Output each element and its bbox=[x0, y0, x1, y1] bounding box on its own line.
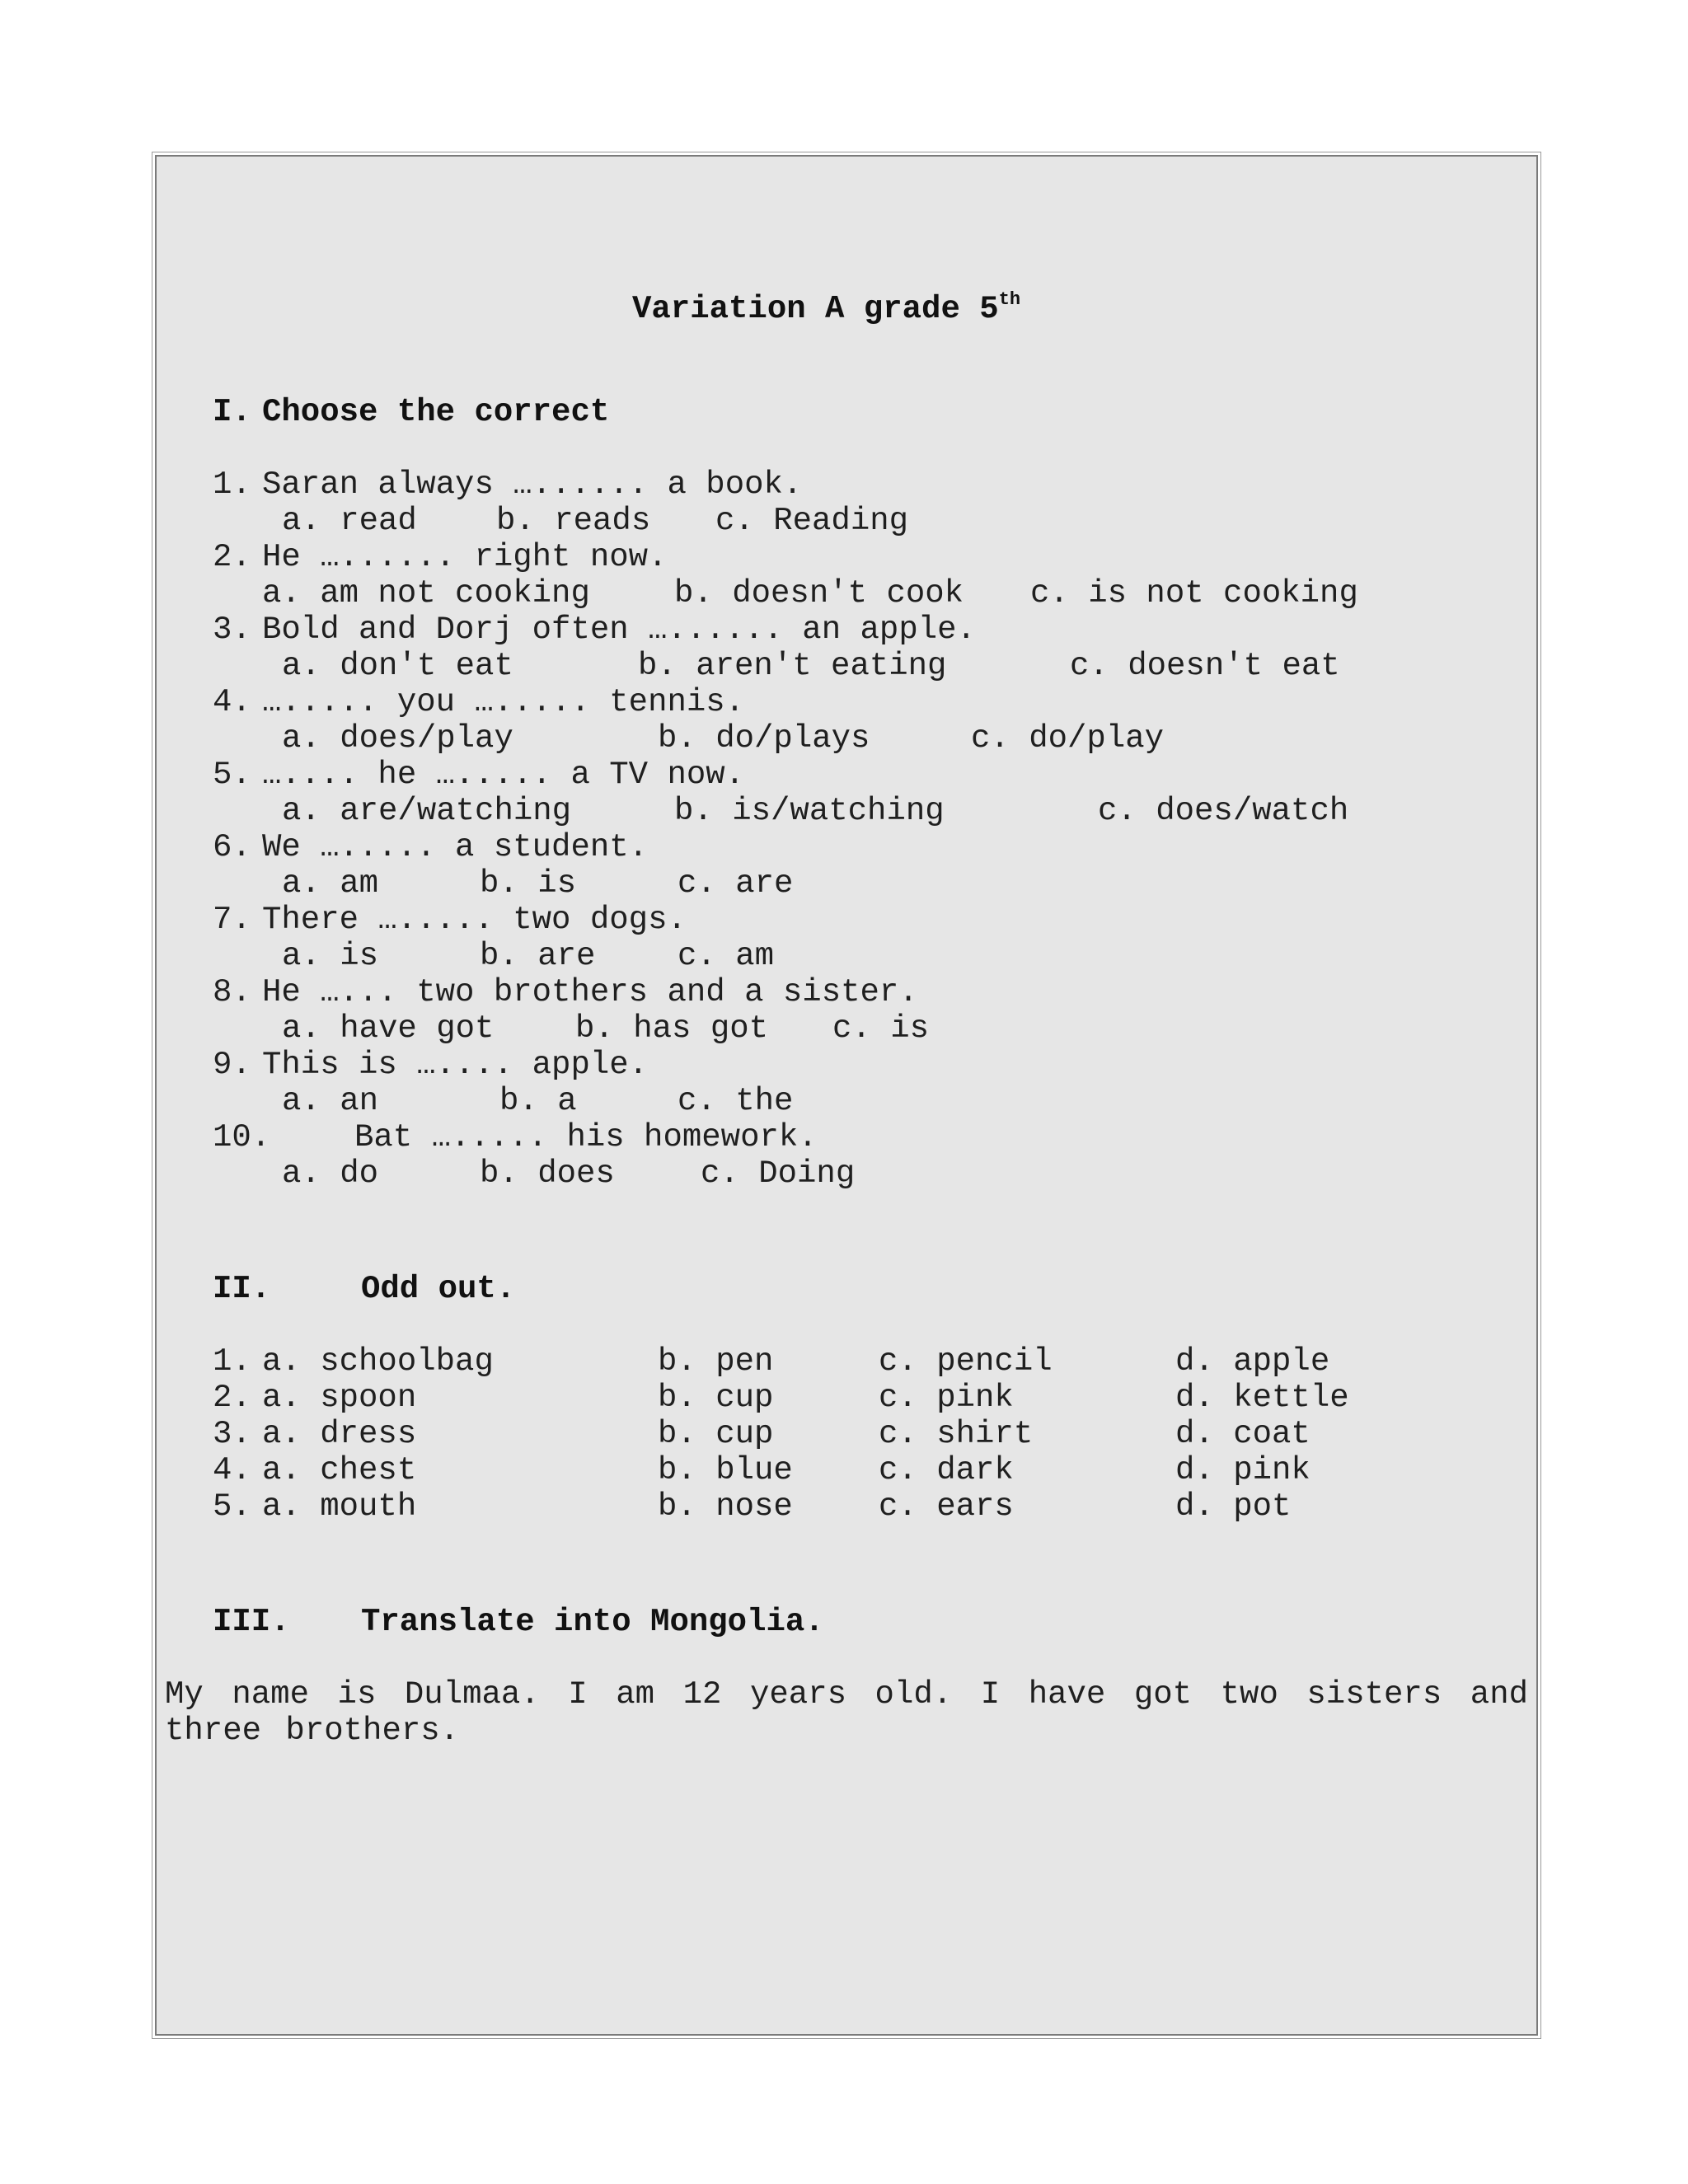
page-title-sup: th bbox=[998, 289, 1021, 310]
question-text: This is ….... apple. bbox=[262, 1047, 649, 1083]
option-b: b. a bbox=[499, 1083, 577, 1119]
odd-option-a: a. spoon bbox=[262, 1380, 417, 1416]
question-number: 2. bbox=[213, 539, 251, 575]
option-c: c. does/watch bbox=[1098, 793, 1349, 829]
option-c: c. am bbox=[678, 938, 775, 974]
option-a: a. don't eat bbox=[282, 648, 513, 684]
odd-option-d: d. pot bbox=[1175, 1488, 1292, 1525]
option-b: b. has got bbox=[575, 1010, 769, 1047]
translation-paragraph: My name is Dulmaa. I am 12 years old. I have got two sisters and three brothers. bbox=[165, 1676, 1528, 1749]
worksheet-frame bbox=[155, 155, 1538, 2036]
option-b: b. is/watching bbox=[674, 793, 945, 829]
odd-row-number: 4. bbox=[213, 1452, 251, 1488]
option-a: a. does/play bbox=[282, 720, 513, 757]
option-b: b. does bbox=[480, 1155, 615, 1192]
question-text: ….... he …..... a TV now. bbox=[262, 757, 745, 793]
page-title bbox=[632, 282, 1020, 327]
odd-option-d: d. coat bbox=[1175, 1416, 1311, 1452]
option-c: c. Reading bbox=[715, 503, 909, 539]
option-c: c. are bbox=[678, 865, 794, 902]
section2-number: II. bbox=[213, 1271, 271, 1307]
odd-option-b: b. blue bbox=[658, 1452, 793, 1488]
section1-heading: Choose the correct bbox=[262, 394, 610, 430]
odd-option-c: c. dark bbox=[879, 1452, 1014, 1488]
odd-row-number: 2. bbox=[213, 1380, 251, 1416]
option-c: c. do/play bbox=[971, 720, 1165, 757]
odd-option-d: d. kettle bbox=[1175, 1380, 1349, 1416]
option-b: b. doesn't cook bbox=[674, 575, 964, 612]
question-text: …..... you …..... tennis. bbox=[262, 684, 745, 720]
option-a: a. read bbox=[282, 503, 417, 539]
question-text: Saran always …...... a book. bbox=[262, 466, 803, 503]
option-c: c. is bbox=[832, 1010, 930, 1047]
question-text: Bat …..... his homework. bbox=[354, 1119, 818, 1155]
page-title-text: Variation A grade 5 bbox=[632, 291, 999, 327]
option-c: c. the bbox=[678, 1083, 794, 1119]
odd-option-a: a. mouth bbox=[262, 1488, 417, 1525]
option-a: a. is bbox=[282, 938, 379, 974]
section1-number: I. bbox=[213, 394, 251, 430]
option-c: c. is not cooking bbox=[1030, 575, 1358, 612]
option-a: a. are/watching bbox=[282, 793, 572, 829]
question-text: There …..... two dogs. bbox=[262, 902, 687, 938]
odd-option-b: b. pen bbox=[658, 1343, 774, 1380]
option-b: b. are bbox=[480, 938, 596, 974]
question-text: He …...... right now. bbox=[262, 539, 668, 575]
option-a: a. do bbox=[282, 1155, 379, 1192]
question-number: 10. bbox=[213, 1119, 271, 1155]
odd-option-c: c. pink bbox=[879, 1380, 1014, 1416]
question-text: We …..... a student. bbox=[262, 829, 649, 865]
question-number: 7. bbox=[213, 902, 251, 938]
odd-row-number: 5. bbox=[213, 1488, 251, 1525]
odd-option-b: b. cup bbox=[658, 1416, 774, 1452]
option-a: a. am not cooking bbox=[262, 575, 590, 612]
odd-option-a: a. dress bbox=[262, 1416, 417, 1452]
option-b: b. do/plays bbox=[658, 720, 870, 757]
question-number: 4. bbox=[213, 684, 251, 720]
question-number: 3. bbox=[213, 612, 251, 648]
option-c: c. doesn't eat bbox=[1070, 648, 1340, 684]
option-b: b. is bbox=[480, 865, 577, 902]
question-number: 1. bbox=[213, 466, 251, 503]
odd-option-d: d. pink bbox=[1175, 1452, 1311, 1488]
question-number: 5. bbox=[213, 757, 251, 793]
question-text: He …... two brothers and a sister. bbox=[262, 974, 918, 1010]
section2-heading: Odd out. bbox=[361, 1271, 516, 1307]
odd-option-a: a. chest bbox=[262, 1452, 417, 1488]
question-number: 6. bbox=[213, 829, 251, 865]
option-a: a. am bbox=[282, 865, 379, 902]
option-a: a. have got bbox=[282, 1010, 495, 1047]
option-a: a. an bbox=[282, 1083, 379, 1119]
question-number: 9. bbox=[213, 1047, 251, 1083]
option-c: c. Doing bbox=[701, 1155, 856, 1192]
question-text: Bold and Dorj often …...... an apple. bbox=[262, 612, 976, 648]
odd-option-c: c. ears bbox=[879, 1488, 1014, 1525]
odd-option-c: c. pencil bbox=[879, 1343, 1053, 1380]
odd-option-c: c. shirt bbox=[879, 1416, 1034, 1452]
option-b: b. reads bbox=[496, 503, 651, 539]
odd-row-number: 1. bbox=[213, 1343, 251, 1380]
question-number: 8. bbox=[213, 974, 251, 1010]
odd-option-d: d. apple bbox=[1175, 1343, 1330, 1380]
option-b: b. aren't eating bbox=[638, 648, 947, 684]
odd-row-number: 3. bbox=[213, 1416, 251, 1452]
odd-option-a: a. schoolbag bbox=[262, 1343, 494, 1380]
odd-option-b: b. cup bbox=[658, 1380, 774, 1416]
section3-heading: Translate into Mongolia. bbox=[361, 1604, 824, 1640]
odd-option-b: b. nose bbox=[658, 1488, 793, 1525]
section3-number: III. bbox=[213, 1604, 290, 1640]
